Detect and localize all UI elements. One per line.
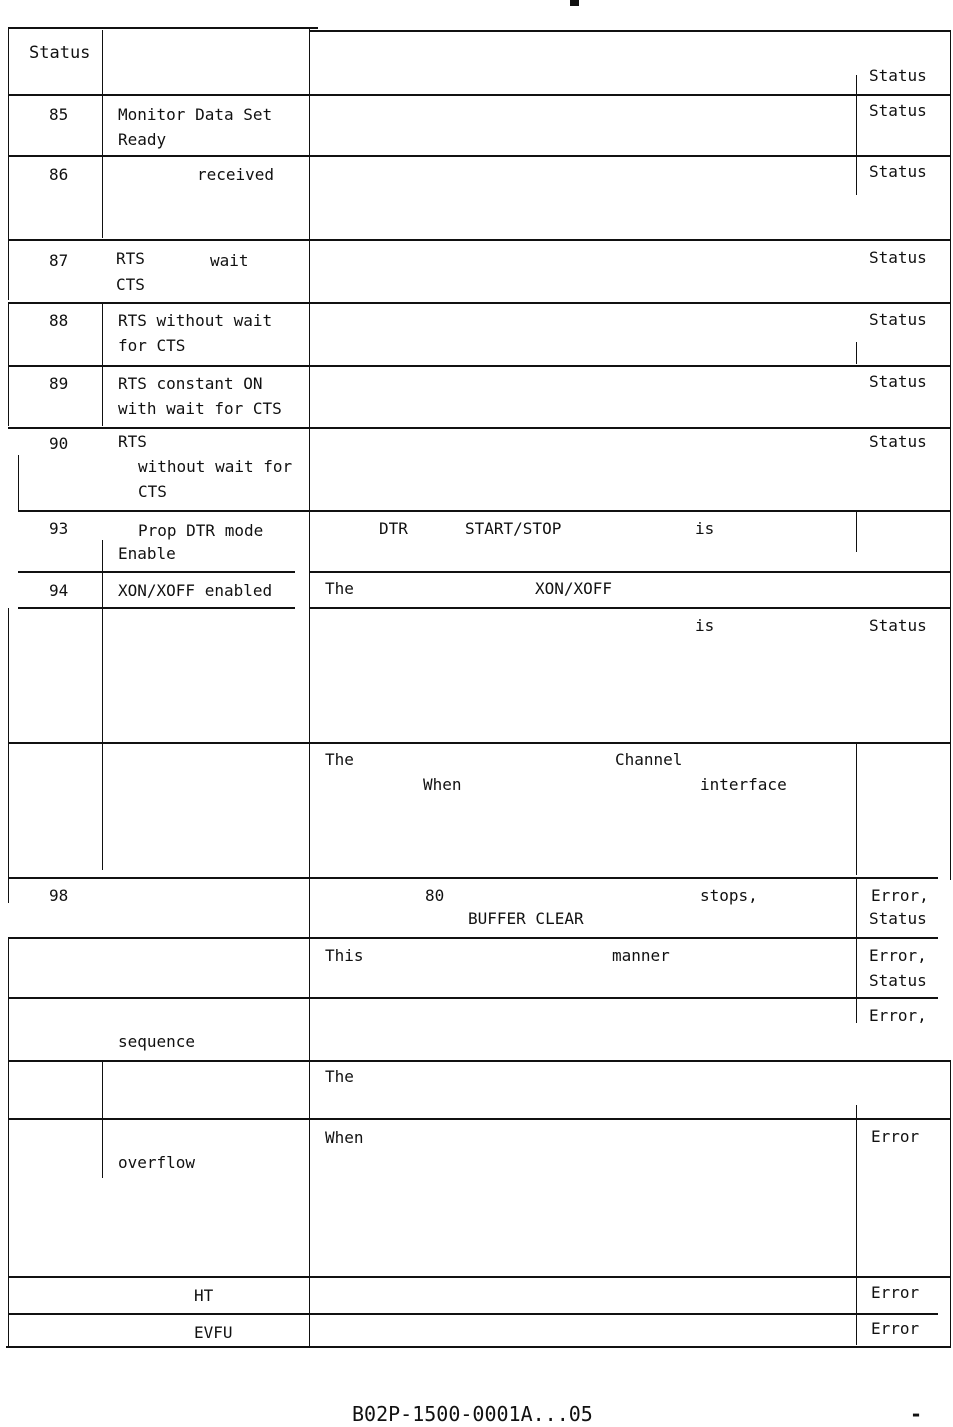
grid-line	[856, 342, 857, 364]
row-name: RTS	[116, 249, 145, 268]
row-description: START/STOP	[465, 519, 562, 538]
grid-line	[18, 455, 19, 510]
grid-line	[856, 742, 857, 875]
grid-line	[102, 30, 103, 238]
grid-line	[309, 27, 310, 1347]
footer-doc-number: B02P-1500-0001A...05	[352, 1402, 593, 1426]
grid-line	[8, 302, 951, 304]
grid-line	[102, 303, 103, 426]
row-name: RTS without wait	[118, 311, 273, 330]
top-mark	[570, 0, 579, 6]
row-description: When	[325, 1128, 364, 1147]
row-number: 89	[49, 374, 69, 393]
row-name: sequence	[118, 1032, 196, 1051]
row-description: This	[325, 946, 364, 965]
row-description: When	[423, 775, 462, 794]
row-number: 98	[49, 886, 69, 905]
grid-line	[18, 510, 951, 512]
grid-line	[856, 878, 857, 1023]
grid-line	[8, 365, 951, 367]
grid-line	[8, 155, 951, 157]
row-number: 88	[49, 311, 69, 330]
grid-line	[8, 937, 9, 1347]
grid-line	[8, 27, 318, 29]
grid-line	[102, 1060, 103, 1178]
grid-line	[856, 512, 857, 552]
row-type: Status	[869, 971, 927, 990]
grid-line	[18, 607, 295, 609]
row-description: is	[695, 519, 715, 538]
row-name: HT	[194, 1286, 214, 1305]
grid-line	[310, 571, 951, 573]
grid-line	[8, 877, 938, 879]
row-number: 85	[49, 105, 69, 124]
grid-line	[8, 608, 9, 903]
row-type: Status	[869, 616, 927, 635]
row-number: 87	[49, 251, 69, 270]
row-description: manner	[612, 946, 670, 965]
grid-line	[8, 1118, 951, 1120]
grid-line	[8, 94, 951, 96]
row-number: 94	[49, 581, 69, 600]
row-type: Status	[869, 162, 927, 181]
row-number: 86	[49, 165, 69, 184]
row-name: Monitor Data Set	[118, 105, 273, 124]
row-name: RTS	[118, 432, 147, 451]
row-name: Prop DTR mode	[138, 521, 264, 540]
grid-line	[6, 1346, 951, 1348]
row-type: Error,	[869, 1006, 927, 1025]
grid-line	[8, 239, 951, 241]
grid-line	[310, 30, 951, 32]
row-name: RTS constant ON	[118, 374, 263, 393]
row-description: The	[325, 750, 354, 769]
row-type: Status	[869, 909, 927, 928]
row-type: Error,	[871, 886, 929, 905]
grid-line	[8, 427, 951, 429]
grid-line	[8, 1060, 951, 1062]
grid-line	[856, 1105, 857, 1345]
grid-line	[950, 30, 951, 880]
row-name: wait	[210, 251, 249, 270]
row-name: overflow	[118, 1153, 196, 1172]
row-type: Status	[869, 372, 927, 391]
row-description: DTR	[379, 519, 408, 538]
row-description: is	[695, 616, 715, 635]
row-description: stops,	[700, 886, 758, 905]
row-description: 80	[425, 886, 445, 905]
row-name: Ready	[118, 130, 167, 149]
row-number: 93	[49, 519, 69, 538]
grid-line	[856, 75, 857, 195]
row-description: BUFFER CLEAR	[468, 909, 584, 928]
row-number: 90	[49, 434, 69, 453]
footer-trailing-mark: -	[910, 1402, 923, 1426]
row-type: Status	[869, 101, 927, 120]
row-type: Status	[869, 248, 927, 267]
row-description: The	[325, 1067, 354, 1086]
grid-line	[8, 937, 938, 939]
grid-line	[8, 997, 938, 999]
grid-line	[8, 27, 9, 300]
row-name: CTS	[116, 275, 145, 294]
grid-line	[310, 607, 951, 609]
row-type: Status	[869, 432, 927, 451]
row-description: The	[325, 579, 354, 598]
grid-line	[8, 303, 9, 426]
row-type: Error	[871, 1319, 920, 1338]
grid-line	[18, 571, 295, 573]
row-type: Error	[871, 1283, 920, 1302]
row-name: XON/XOFF enabled	[118, 581, 273, 600]
grid-line	[8, 742, 951, 744]
grid-line	[950, 1060, 951, 1347]
row-description: XON/XOFF	[535, 579, 613, 598]
row-description: Channel	[615, 750, 683, 769]
row-description: interface	[700, 775, 787, 794]
row-name: received	[197, 165, 275, 184]
row-type: Error,	[869, 946, 927, 965]
grid-line	[8, 1276, 951, 1278]
row-type: Status	[869, 310, 927, 329]
row-type: Error	[871, 1127, 920, 1146]
header-status-label: Status	[29, 43, 91, 63]
row-name: CTS	[138, 482, 167, 501]
row-name: Enable	[118, 544, 176, 563]
header-type-label: Status	[869, 66, 927, 85]
row-name: EVFU	[194, 1323, 233, 1342]
row-name: without wait for	[138, 457, 293, 476]
grid-line	[8, 1313, 938, 1315]
grid-line	[102, 540, 103, 870]
row-name: for CTS	[118, 336, 186, 355]
row-name: with wait for CTS	[118, 399, 282, 418]
